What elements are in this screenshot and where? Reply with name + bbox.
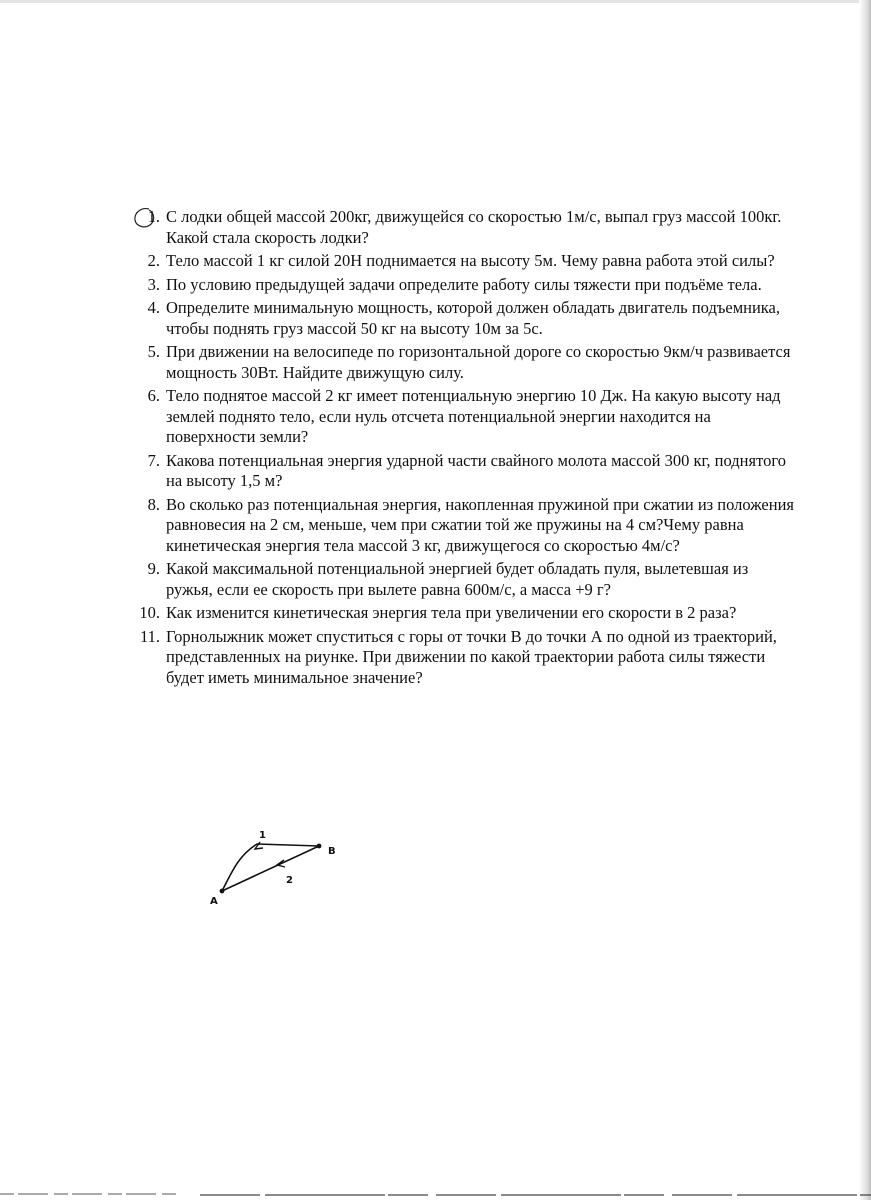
task-text: Горнолыжник может спуститься с горы от точки В до точки А по одной из траекторий, представленных на риунке. При движении по какой траектории работа силы тяжести будет иметь минимальное значение? <box>166 626 777 687</box>
task-number: 5. <box>147 342 160 361</box>
task-number: 7. <box>147 450 160 470</box>
label-path-2: 2 <box>286 875 293 886</box>
task-number: 3. <box>147 274 160 294</box>
task-11 <box>136 627 796 689</box>
trajectory-diagram <box>200 820 360 920</box>
task-number: 1. <box>147 207 160 226</box>
task-number: 9. <box>147 559 160 578</box>
task-3 <box>136 275 796 296</box>
task-number: 4. <box>147 298 160 317</box>
task-text: Во сколько раз потенциальная энергия, накопленная пружиной при сжатии из положения равновесия на 2 см, меньше, чем при сжатии той же пружины на 4 см?Чему равна кинетическая энергия тела массой 3 кг, движущегося со скоростью 4м/с? <box>166 494 794 555</box>
scan-edge-right <box>859 0 871 1200</box>
task-number: 2. <box>147 251 160 270</box>
task-number: 11. <box>139 626 160 646</box>
task-10 <box>136 603 796 624</box>
task-text: Как изменится кинетическая энергия тела при увеличении его скорости в 2 раза? <box>166 603 737 622</box>
task-text: Какова потенциальная энергия ударной части свайного молота массой 300 кг, поднятого на высоту 1,5 м? <box>166 450 786 490</box>
arrow-trajectory-1 <box>255 842 263 849</box>
task-text: При движении на велосипеде по горизонтальной дороге со скоростью 9км/ч развивается мощность 30Вт. Найдите движущую силу. <box>166 342 791 382</box>
task-text: Какой максимальной потенциальной энергией будет обладать пуля, вылетевшая из ружья, если ее скорость при вылете равна 600м/с, а масса +9 г? <box>166 559 749 599</box>
label-path-1: 1 <box>259 830 266 841</box>
task-7 <box>136 451 796 492</box>
task-text: По условию предыдущей задачи определите работу силы тяжести при подъёме тела. <box>166 274 762 294</box>
task-number: 10. <box>139 603 160 622</box>
scan-edge-top <box>0 0 871 3</box>
scan-edge-bottom <box>0 1186 871 1200</box>
task-list <box>136 207 796 691</box>
label-point-a: A <box>210 896 218 907</box>
point-b-dot <box>317 844 322 849</box>
trajectory-2 <box>222 846 319 891</box>
task-text: Тело массой 1 кг силой 20Н поднимается на высоту 5м. Чему равна работа этой силы? <box>166 251 775 270</box>
task-2 <box>136 251 796 272</box>
task-number: 8. <box>147 494 160 514</box>
task-text: Определите минимальную мощность, которой должен обладать двигатель подъемника, чтобы поднять груз массой 50 кг на высоту 10м за 5с. <box>166 298 781 338</box>
task-number: 6. <box>147 386 160 405</box>
task-4 <box>136 298 796 339</box>
task-6 <box>136 386 796 448</box>
task-text: С лодки общей массой 200кг, движущейся со скоростью 1м/с, выпал груз массой 100кг. Какой стала скорость лодки? <box>166 207 782 247</box>
point-a-dot <box>220 889 225 894</box>
task-9 <box>136 559 796 600</box>
label-point-b: B <box>328 846 336 857</box>
task-8 <box>136 495 796 557</box>
task-text: Тело поднятое массой 2 кг имеет потенциальную энергию 10 Дж. На какую высоту над землей поднято тело, если нуль отсчета потенциальной энергии находится на поверхности земли? <box>166 386 781 446</box>
task-1 <box>136 207 796 248</box>
task-5 <box>136 342 796 383</box>
